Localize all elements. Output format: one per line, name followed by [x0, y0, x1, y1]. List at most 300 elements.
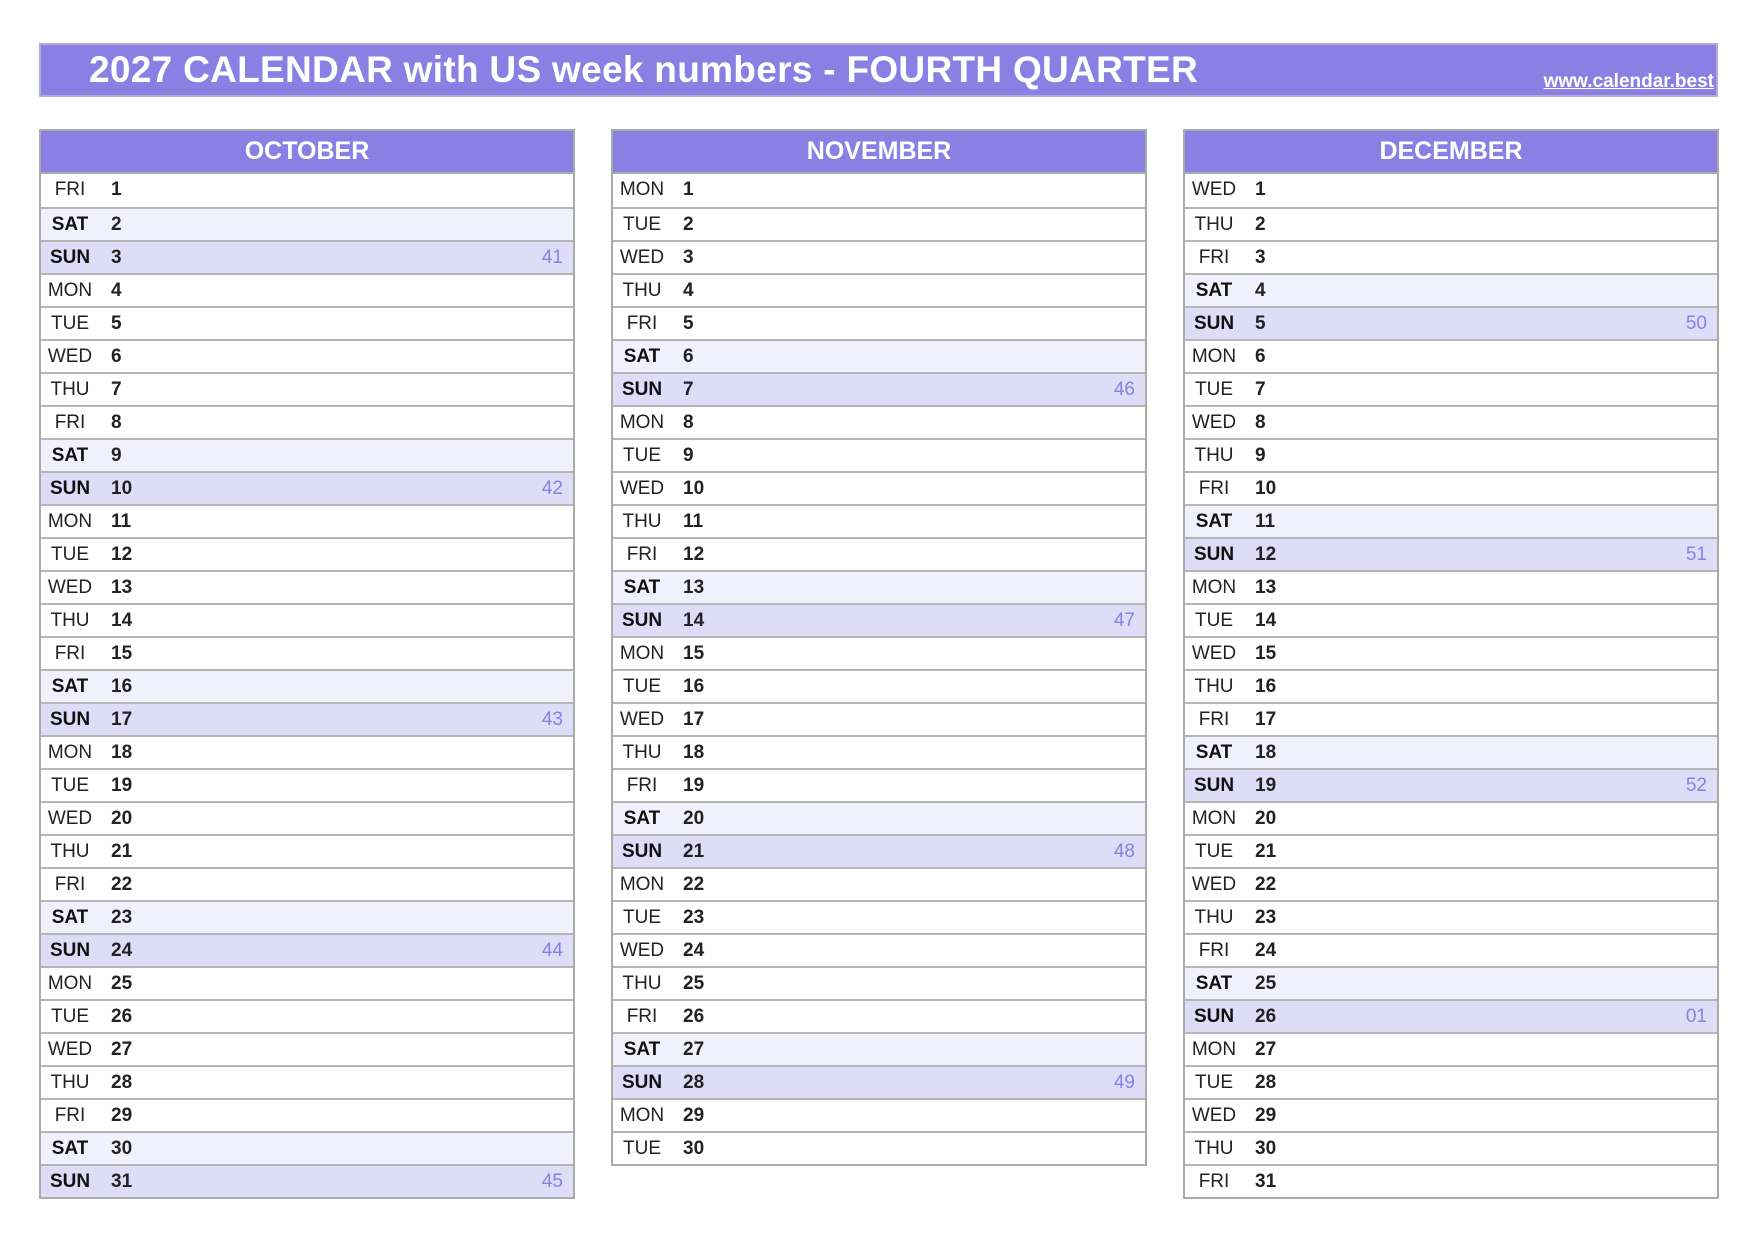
day-number: 4 — [683, 280, 694, 301]
week-number: 41 — [541, 247, 563, 268]
weekday-label: TUE — [623, 1138, 661, 1159]
day-row — [1185, 999, 1717, 1032]
day-number: 14 — [1255, 610, 1277, 631]
month-december — [1183, 129, 1719, 1199]
weekday-label: MON — [619, 874, 665, 895]
weekday-label: FRI — [626, 1006, 658, 1027]
weekday-label: THU — [1194, 214, 1234, 235]
week-number: 43 — [541, 709, 563, 730]
weekday-label: FRI — [626, 775, 658, 796]
day-number: 12 — [1255, 544, 1277, 565]
day-row — [613, 1065, 1145, 1098]
day-row — [613, 1131, 1145, 1164]
day-number: 31 — [111, 1171, 133, 1192]
weekday-label: WED — [47, 577, 93, 598]
weekday-label: TUE — [1195, 610, 1233, 631]
day-row — [41, 966, 573, 999]
week-number: 44 — [541, 940, 563, 961]
day-number: 21 — [111, 841, 133, 862]
weekday-label: SAT — [623, 1039, 661, 1060]
weekday-label: SAT — [1195, 973, 1233, 994]
weekday-label: WED — [47, 808, 93, 829]
day-number: 30 — [683, 1138, 705, 1159]
day-number: 12 — [683, 544, 705, 565]
day-row — [41, 339, 573, 372]
weekday-label: THU — [622, 280, 662, 301]
day-row — [613, 999, 1145, 1032]
day-list — [613, 174, 1145, 1164]
weekday-label: WED — [47, 1039, 93, 1060]
day-number: 17 — [1255, 709, 1277, 730]
day-row — [41, 1032, 573, 1065]
weekday-label: TUE — [1195, 841, 1233, 862]
day-row — [613, 603, 1145, 636]
weekday-label: TUE — [51, 544, 89, 565]
day-row — [41, 1131, 573, 1164]
weekday-label: TUE — [623, 214, 661, 235]
day-number: 31 — [1255, 1171, 1277, 1192]
day-row — [1185, 570, 1717, 603]
day-row — [41, 933, 573, 966]
day-row — [1185, 273, 1717, 306]
day-row — [41, 372, 573, 405]
day-row — [1185, 636, 1717, 669]
weekday-label: WED — [47, 346, 93, 367]
day-row — [1185, 669, 1717, 702]
day-number: 12 — [111, 544, 133, 565]
day-row — [613, 207, 1145, 240]
day-number: 24 — [111, 940, 133, 961]
day-row — [41, 1065, 573, 1098]
day-number: 15 — [111, 643, 133, 664]
day-row — [1185, 801, 1717, 834]
week-number: 47 — [1113, 610, 1135, 631]
day-row — [613, 339, 1145, 372]
day-row — [613, 174, 1145, 207]
day-number: 5 — [683, 313, 694, 334]
day-row — [1185, 966, 1717, 999]
weekday-label: FRI — [54, 412, 86, 433]
day-row — [1185, 702, 1717, 735]
day-row — [1185, 1164, 1717, 1197]
day-row — [613, 900, 1145, 933]
day-row — [1185, 1065, 1717, 1098]
day-row — [1185, 603, 1717, 636]
day-number: 8 — [683, 412, 694, 433]
weekday-label: SUN — [1193, 775, 1235, 796]
weekday-label: SAT — [623, 577, 661, 598]
day-row — [41, 273, 573, 306]
day-list — [1185, 174, 1717, 1197]
weekday-label: THU — [1194, 1138, 1234, 1159]
weekday-label: TUE — [51, 1006, 89, 1027]
weekday-label: SUN — [1193, 544, 1235, 565]
day-number: 1 — [111, 179, 122, 200]
weekday-label: SAT — [1195, 511, 1233, 532]
weekday-label: WED — [619, 709, 665, 730]
day-row — [41, 999, 573, 1032]
weekday-label: MON — [1191, 1039, 1237, 1060]
day-row — [41, 801, 573, 834]
day-row — [41, 570, 573, 603]
week-number: 45 — [541, 1171, 563, 1192]
weekday-label: MON — [1191, 346, 1237, 367]
day-number: 10 — [1255, 478, 1277, 499]
weekday-label: SAT — [623, 808, 661, 829]
weekday-label: TUE — [51, 775, 89, 796]
day-row — [613, 1032, 1145, 1065]
day-row — [613, 867, 1145, 900]
day-row — [41, 306, 573, 339]
weekday-label: THU — [1194, 676, 1234, 697]
day-number: 21 — [683, 841, 705, 862]
day-number: 20 — [1255, 808, 1277, 829]
day-number: 4 — [111, 280, 122, 301]
month-november — [611, 129, 1147, 1166]
weekday-label: FRI — [626, 544, 658, 565]
weekday-label: MON — [1191, 808, 1237, 829]
day-row — [1185, 537, 1717, 570]
day-number: 4 — [1255, 280, 1266, 301]
day-number: 2 — [1255, 214, 1266, 235]
weekday-label: THU — [50, 841, 90, 862]
day-row — [1185, 405, 1717, 438]
week-number: 48 — [1113, 841, 1135, 862]
day-number: 13 — [111, 577, 133, 598]
weekday-label: TUE — [51, 313, 89, 334]
day-number: 20 — [111, 808, 133, 829]
weekday-label: FRI — [1198, 247, 1230, 268]
day-row — [1185, 174, 1717, 207]
day-row — [613, 306, 1145, 339]
weekday-label: TUE — [1195, 379, 1233, 400]
weekday-label: SAT — [1195, 280, 1233, 301]
day-row — [41, 174, 573, 207]
day-number: 18 — [111, 742, 133, 763]
day-number: 22 — [1255, 874, 1277, 895]
weekday-label: SUN — [49, 709, 91, 730]
day-row — [41, 768, 573, 801]
day-number: 29 — [111, 1105, 133, 1126]
day-number: 22 — [111, 874, 133, 895]
day-row — [613, 570, 1145, 603]
day-number: 16 — [111, 676, 133, 697]
day-row — [613, 768, 1145, 801]
day-number: 29 — [683, 1105, 705, 1126]
weekday-label: MON — [619, 643, 665, 664]
day-row — [41, 240, 573, 273]
day-row — [41, 702, 573, 735]
weekday-label: TUE — [623, 907, 661, 928]
weekday-label: THU — [50, 379, 90, 400]
weekday-label: FRI — [54, 874, 86, 895]
weekday-label: SUN — [49, 478, 91, 499]
day-number: 2 — [683, 214, 694, 235]
day-row — [613, 471, 1145, 504]
day-row — [41, 537, 573, 570]
weekday-label: TUE — [623, 676, 661, 697]
day-number: 7 — [111, 379, 122, 400]
weekday-label: SUN — [1193, 1006, 1235, 1027]
week-number: 46 — [1113, 379, 1135, 400]
day-number: 10 — [111, 478, 133, 499]
weekday-label: WED — [1191, 874, 1237, 895]
day-number: 11 — [111, 511, 132, 532]
weekday-label: SAT — [623, 346, 661, 367]
month-title: NOVEMBER — [613, 131, 1145, 174]
day-number: 3 — [1255, 247, 1266, 268]
day-row — [41, 735, 573, 768]
day-number: 8 — [1255, 412, 1266, 433]
day-number: 26 — [111, 1006, 133, 1027]
day-row — [1185, 504, 1717, 537]
day-number: 11 — [683, 511, 704, 532]
day-row — [1185, 900, 1717, 933]
week-number: 50 — [1685, 313, 1707, 334]
day-row — [613, 801, 1145, 834]
day-number: 14 — [683, 610, 705, 631]
weekday-label: MON — [619, 1105, 665, 1126]
day-number: 2 — [111, 214, 122, 235]
day-row — [1185, 207, 1717, 240]
day-row — [1185, 306, 1717, 339]
weekday-label: FRI — [1198, 478, 1230, 499]
day-number: 22 — [683, 874, 705, 895]
day-number: 13 — [1255, 577, 1277, 598]
weekday-label: TUE — [1195, 1072, 1233, 1093]
weekday-label: FRI — [54, 1105, 86, 1126]
day-row — [41, 1098, 573, 1131]
day-row — [1185, 240, 1717, 273]
day-row — [41, 438, 573, 471]
week-number: 01 — [1685, 1006, 1707, 1027]
day-number: 23 — [111, 907, 133, 928]
day-number: 7 — [683, 379, 694, 400]
page-title: 2027 CALENDAR with US week numbers - FOURTH QUARTER — [89, 49, 1199, 90]
day-number: 6 — [683, 346, 694, 367]
day-row — [41, 834, 573, 867]
day-row — [41, 900, 573, 933]
weekday-label: MON — [619, 412, 665, 433]
day-row — [613, 735, 1145, 768]
weekday-label: SUN — [49, 247, 91, 268]
weekday-label: FRI — [1198, 709, 1230, 730]
weekday-label: THU — [622, 742, 662, 763]
day-row — [41, 867, 573, 900]
day-number: 16 — [1255, 676, 1277, 697]
week-number: 49 — [1113, 1072, 1135, 1093]
weekday-label: SAT — [51, 676, 89, 697]
weekday-label: SUN — [621, 379, 663, 400]
day-number: 6 — [111, 346, 122, 367]
day-number: 20 — [683, 808, 705, 829]
day-number: 27 — [1255, 1039, 1277, 1060]
day-number: 25 — [1255, 973, 1277, 994]
day-number: 28 — [683, 1072, 705, 1093]
day-number: 7 — [1255, 379, 1266, 400]
day-row — [613, 933, 1145, 966]
day-list — [41, 174, 573, 1197]
day-row — [1185, 1098, 1717, 1131]
day-row — [1185, 471, 1717, 504]
day-number: 8 — [111, 412, 122, 433]
day-number: 27 — [111, 1039, 133, 1060]
day-row — [41, 603, 573, 636]
day-number: 26 — [1255, 1006, 1277, 1027]
weekday-label: MON — [47, 742, 93, 763]
weekday-label: SAT — [51, 214, 89, 235]
day-number: 1 — [1255, 179, 1266, 200]
day-number: 1 — [683, 179, 694, 200]
day-number: 11 — [1255, 511, 1276, 532]
weekday-label: THU — [1194, 445, 1234, 466]
weekday-label: SUN — [621, 1072, 663, 1093]
weekday-label: FRI — [54, 643, 86, 664]
weekday-label: WED — [1191, 412, 1237, 433]
week-number: 51 — [1685, 544, 1707, 565]
weekday-label: WED — [619, 940, 665, 961]
weekday-label: FRI — [54, 179, 86, 200]
weekday-label: WED — [619, 478, 665, 499]
day-number: 27 — [683, 1039, 705, 1060]
weekday-label: WED — [1191, 179, 1237, 200]
month-title: OCTOBER — [41, 131, 573, 174]
website-link[interactable]: www.calendar.best — [1543, 71, 1714, 92]
day-number: 30 — [111, 1138, 133, 1159]
day-row — [41, 471, 573, 504]
day-number: 18 — [1255, 742, 1277, 763]
day-number: 6 — [1255, 346, 1266, 367]
day-number: 21 — [1255, 841, 1277, 862]
day-number: 5 — [1255, 313, 1266, 334]
day-row — [41, 669, 573, 702]
day-row — [613, 834, 1145, 867]
day-row — [1185, 735, 1717, 768]
day-row — [613, 669, 1145, 702]
day-row — [1185, 867, 1717, 900]
day-row — [613, 240, 1145, 273]
day-row — [613, 1098, 1145, 1131]
weekday-label: SAT — [51, 1138, 89, 1159]
day-row — [613, 372, 1145, 405]
weekday-label: FRI — [626, 313, 658, 334]
weekday-label: WED — [1191, 1105, 1237, 1126]
weekday-label: MON — [47, 280, 93, 301]
day-number: 24 — [683, 940, 705, 961]
day-number: 17 — [111, 709, 133, 730]
weekday-label: MON — [1191, 577, 1237, 598]
weekday-label: THU — [622, 511, 662, 532]
day-number: 3 — [111, 247, 122, 268]
day-row — [41, 1164, 573, 1197]
weekday-label: FRI — [1198, 940, 1230, 961]
day-number: 9 — [683, 445, 694, 466]
weekday-label: SUN — [621, 610, 663, 631]
day-number: 3 — [683, 247, 694, 268]
day-row — [1185, 372, 1717, 405]
day-row — [613, 273, 1145, 306]
day-row — [613, 405, 1145, 438]
day-number: 17 — [683, 709, 705, 730]
weekday-label: MON — [47, 973, 93, 994]
weekday-label: SUN — [49, 940, 91, 961]
title-banner — [39, 43, 1718, 97]
day-row — [613, 702, 1145, 735]
weekday-label: SUN — [1193, 313, 1235, 334]
day-number: 24 — [1255, 940, 1277, 961]
day-row — [613, 966, 1145, 999]
day-number: 18 — [683, 742, 705, 763]
day-row — [613, 537, 1145, 570]
day-number: 23 — [1255, 907, 1277, 928]
weekday-label: TUE — [623, 445, 661, 466]
day-row — [41, 405, 573, 438]
day-number: 28 — [111, 1072, 133, 1093]
month-october — [39, 129, 575, 1199]
day-number: 29 — [1255, 1105, 1277, 1126]
day-number: 23 — [683, 907, 705, 928]
weekday-label: SAT — [51, 445, 89, 466]
weekday-label: MON — [47, 511, 93, 532]
day-number: 9 — [111, 445, 122, 466]
weekday-label: SAT — [1195, 742, 1233, 763]
weekday-label: SAT — [51, 907, 89, 928]
day-number: 25 — [111, 973, 133, 994]
weekday-label: WED — [619, 247, 665, 268]
day-number: 14 — [111, 610, 133, 631]
week-number: 52 — [1685, 775, 1707, 796]
weekday-label: THU — [622, 973, 662, 994]
weekday-label: MON — [619, 179, 665, 200]
day-number: 25 — [683, 973, 705, 994]
day-number: 19 — [1255, 775, 1277, 796]
day-row — [1185, 834, 1717, 867]
day-number: 16 — [683, 676, 705, 697]
day-number: 10 — [683, 478, 705, 499]
day-number: 19 — [111, 775, 133, 796]
day-number: 28 — [1255, 1072, 1277, 1093]
day-row — [1185, 1032, 1717, 1065]
weekday-label: SUN — [49, 1171, 91, 1192]
day-row — [613, 438, 1145, 471]
day-row — [1185, 438, 1717, 471]
day-row — [41, 504, 573, 537]
day-number: 13 — [683, 577, 705, 598]
day-number: 26 — [683, 1006, 705, 1027]
weekday-label: THU — [1194, 907, 1234, 928]
day-number: 30 — [1255, 1138, 1277, 1159]
day-number: 15 — [683, 643, 705, 664]
week-number: 42 — [541, 478, 563, 499]
day-row — [613, 504, 1145, 537]
day-row — [41, 636, 573, 669]
day-number: 5 — [111, 313, 122, 334]
day-row — [1185, 1131, 1717, 1164]
day-number: 9 — [1255, 445, 1266, 466]
day-row — [41, 207, 573, 240]
day-number: 15 — [1255, 643, 1277, 664]
weekday-label: THU — [50, 610, 90, 631]
weekday-label: WED — [1191, 643, 1237, 664]
day-row — [1185, 933, 1717, 966]
weekday-label: FRI — [1198, 1171, 1230, 1192]
day-row — [1185, 768, 1717, 801]
day-row — [613, 636, 1145, 669]
weekday-label: SUN — [621, 841, 663, 862]
month-title: DECEMBER — [1185, 131, 1717, 174]
day-row — [1185, 339, 1717, 372]
weekday-label: THU — [50, 1072, 90, 1093]
